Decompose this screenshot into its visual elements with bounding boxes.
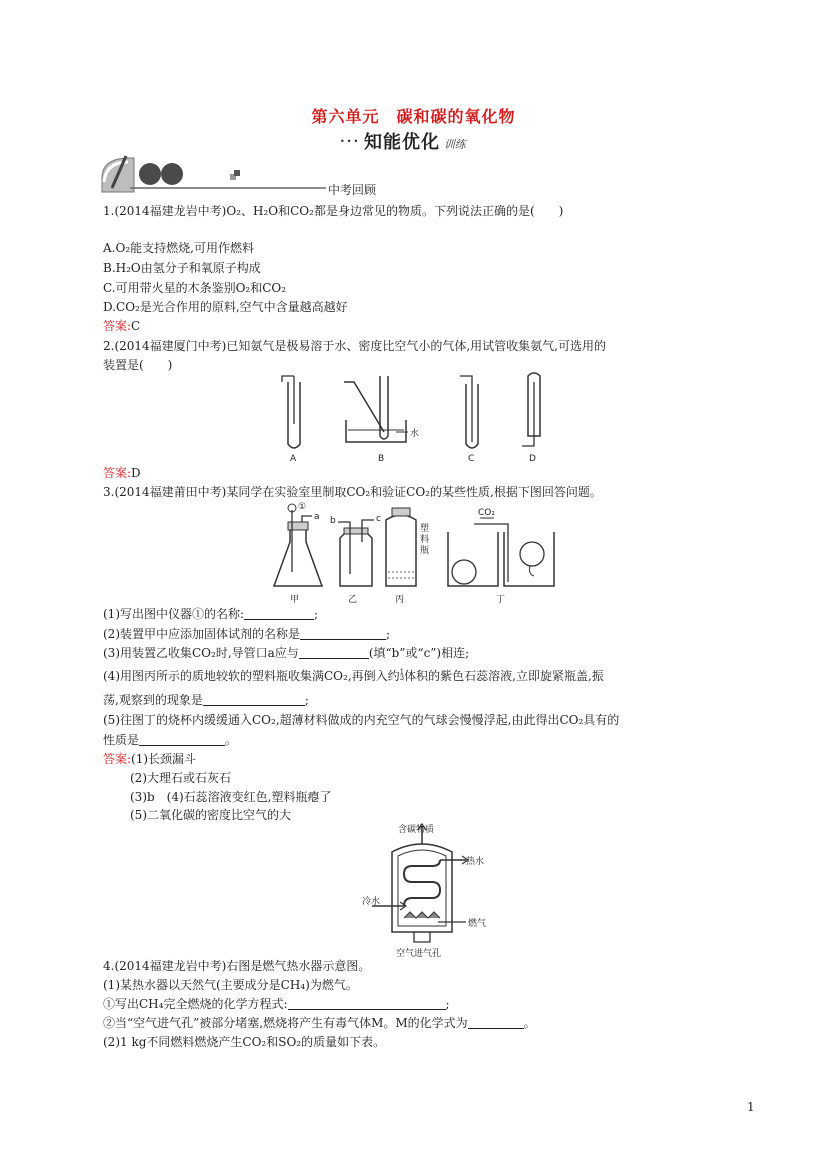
label-air-inlet: 空气进气孔 (396, 949, 442, 959)
test-tube-diagram (270, 372, 560, 468)
fig-label-yi: 乙 (348, 595, 358, 605)
subtitle-small: 训练 (443, 138, 466, 151)
q3-answer-4: (5)二氧化碳的密度比空气的大 (130, 808, 291, 822)
q3-part5: (5)往图丁的烧杯内缓缓通入CO₂,超薄材料做成的内充空气的气球会慢慢浮起,由此得出CO₂具有的 (103, 713, 620, 727)
answer-value: D (131, 466, 141, 480)
fig-label-b: B (378, 454, 385, 464)
q3-part3 (103, 645, 469, 661)
fraction-num: 1 (399, 668, 405, 676)
fig-label-a: A (290, 454, 297, 464)
label-carbon-source: 含碳物质 (398, 825, 435, 835)
q3-answer-2: (2)大理石或石灰石 (130, 771, 231, 785)
q1-option-b: B.H₂O由氢分子和氧原子构成 (103, 261, 261, 275)
answer-blank[interactable] (300, 627, 386, 640)
q2-answer (103, 465, 141, 481)
q3-part5-cont-text: 性质是 (103, 733, 140, 747)
q1-stem: 1.(2014福建龙岩中考)O₂、H₂O和CO₂都是身边常见的物质。下列说法正确的是( ) (103, 204, 564, 218)
q2-figure (270, 372, 560, 468)
q4-part1-1: ①写出CH₄完全燃烧的化学方程式: ; (103, 997, 450, 1011)
q3-answer-1 (103, 751, 196, 767)
fig-label-ding: 丁 (496, 595, 506, 605)
subtitle-dots: ••• (340, 137, 361, 146)
answer-value: C (131, 319, 141, 333)
q1-answer (103, 318, 140, 334)
fig-label-d: D (529, 454, 536, 464)
q3-part4-cont: 荡,观察到的现象是 ; (103, 693, 309, 707)
q2-stem-line2: 装置是( ) (103, 358, 173, 372)
page-title: 第六单元 碳和碳的氧化物 (311, 107, 516, 126)
label-hot-water: 热水 (466, 857, 485, 867)
subtitle-main: 知能优化 (363, 132, 440, 153)
water-heater-diagram (362, 822, 502, 958)
q3-part4-cont-text: 荡,观察到的现象是 (103, 693, 203, 707)
answer-blank[interactable] (139, 733, 225, 746)
q1-option-c: C.可用带火星的木条鉴别O₂和CO₂ (103, 281, 287, 295)
q3-part5-cont: 性质是 。 (103, 733, 238, 747)
mark-circle1: ① (298, 502, 307, 512)
answer-label: 答案: (103, 466, 132, 480)
section-label: 中考回顾 (328, 183, 377, 197)
q3-stem: 3.(2014福建莆田中考)某同学在实验室里制取CO₂和验证CO₂的某些性质,根据下图回答问题。 (103, 485, 602, 499)
q3-part2-text: (2)装置甲中应添加固体试剂的名称是 (103, 627, 300, 641)
label-cold-water: 冷水 (362, 897, 381, 907)
answer-blank[interactable] (203, 693, 305, 706)
banner-decoration-icon (100, 152, 330, 196)
answer-blank[interactable] (299, 646, 369, 659)
q4-figure (362, 822, 502, 958)
q3-part3-tail: (填“b”或“c”)相连; (368, 646, 470, 660)
fig-label-jia: 甲 (290, 595, 300, 605)
q3-part2: (2)装置甲中应添加固体试剂的名称是 ; (103, 627, 391, 641)
mark-bottle: 塑料瓶 (420, 524, 430, 556)
q4-part1: (1)某热水器以天然气(主要成分是CH₄)为燃气。 (103, 978, 358, 992)
page-number: 1 (747, 1100, 755, 1114)
fig-label-bing: 丙 (395, 595, 405, 605)
q3-part4-tail: 体积的紫色石蕊溶液,立即旋紧瓶盖,振 (404, 669, 604, 683)
fig-label-c: C (468, 454, 475, 464)
mark-c: c (376, 514, 381, 524)
q3-part1-text: (1)写出图中仪器①的名称: (103, 607, 245, 621)
q2-stem-line1: 2.(2014福建厦门中考)已知氨气是极易溶于水、密度比空气小的气体,用试管收集氨气,可选用的 (103, 339, 606, 353)
q3-figure (268, 502, 568, 606)
answer-blank[interactable] (244, 607, 314, 620)
q3-part4 (103, 668, 604, 684)
section-banner (100, 152, 400, 197)
answer-blank[interactable] (468, 1016, 524, 1029)
co2-apparatus-diagram (268, 502, 568, 606)
q1-option-a: A.O₂能支持燃烧,可用作燃料 (103, 241, 254, 255)
q3-part4-text: (4)用图丙所示的质地较软的塑料瓶收集满CO₂,再倒入约 (103, 669, 400, 683)
q3-answer-3: (3)b (4)石蕊溶液变红色,塑料瓶瘪了 (130, 790, 332, 804)
fraction-den: 3 (399, 674, 405, 682)
q3-part3-text: (3)用装置乙收集CO₂时,导管口a应与 (103, 646, 299, 660)
q1-option-d: D.CO₂是光合作用的原料,空气中含量越高越好 (103, 300, 348, 314)
q4-part1-2-text: ②当“空气进气孔”被部分堵塞,燃烧将产生有毒气体M。M的化学式为 (103, 1016, 468, 1030)
answer-label: 答案: (103, 752, 132, 766)
page-subtitle (340, 128, 466, 154)
water-label: 水 (410, 429, 420, 439)
answer-blank[interactable] (288, 997, 446, 1010)
q4-part2: (2)1 kg不同燃料燃烧产生CO₂和SO₂的质量如下表。 (103, 1035, 386, 1049)
answer-value: (1)长颈漏斗 (131, 752, 197, 766)
q4-stem: 4.(2014福建龙岩中考)右图是燃气热水器示意图。 (103, 959, 371, 973)
mark-a: a (314, 512, 320, 522)
mark-co2: CO₂ (478, 508, 495, 518)
label-gas: 燃气 (468, 919, 487, 929)
q4-part1-2: ②当“空气进气孔”被部分堵塞,燃烧将产生有毒气体M。M的化学式为 。 (103, 1016, 536, 1030)
q4-part1-1-text: ①写出CH₄完全燃烧的化学方程式: (103, 997, 288, 1011)
q3-part1: (1)写出图中仪器①的名称: ; (103, 607, 319, 621)
mark-b: b (330, 516, 336, 526)
answer-label: 答案: (103, 319, 132, 333)
